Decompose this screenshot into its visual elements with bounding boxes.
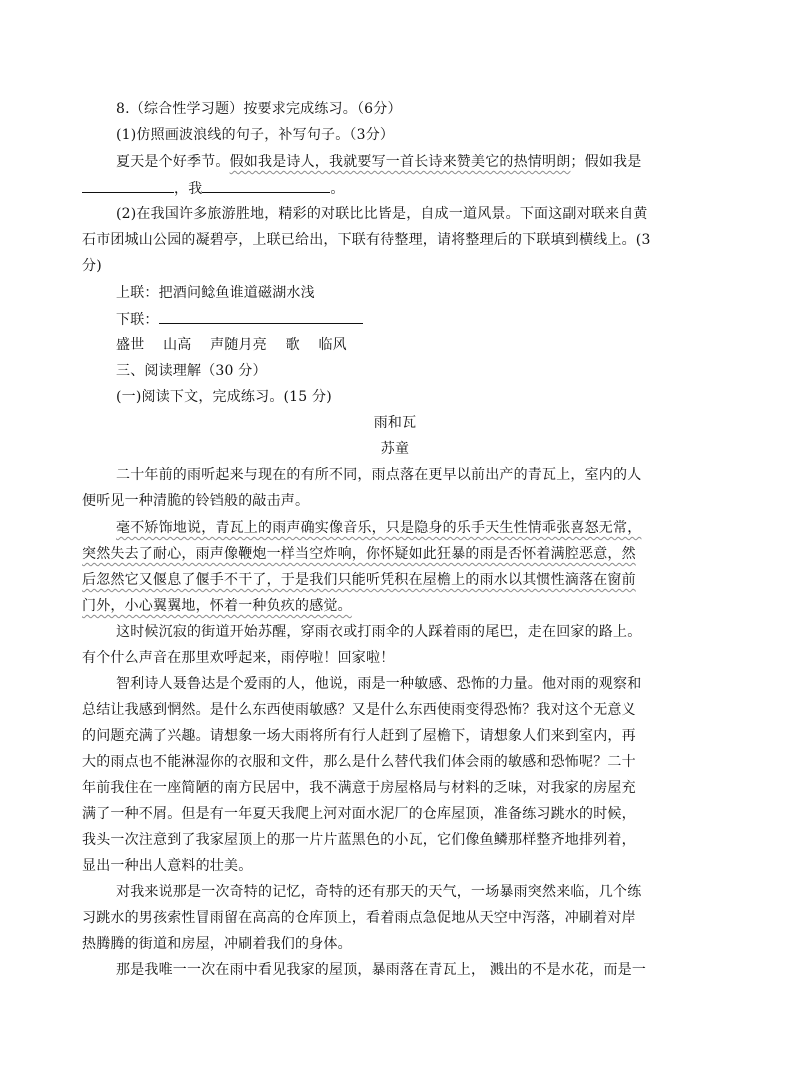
paragraph-line: 那是我唯一一次在雨中看见我家的屋顶，暴雨落在青瓦上， 溅出的不是水花，而是一 xyxy=(116,962,647,978)
couplet-upper-line: 上联：把酒问鲶鱼谁道磁湖水浅 xyxy=(116,285,315,301)
wavy-paragraph-line: 突然失去了耐心，雨声像鞭炮一样当空炸响，你怀疑如此狂暴的雨是否怀着满腔恶意，然 xyxy=(82,546,636,562)
paragraph-line: 满了一种不屑。但是有一年夏天我爬上河对面水泥厂的仓库屋顶，准备练习跳水的时候， xyxy=(82,806,636,822)
fragment: 盛世 xyxy=(116,337,145,353)
couplet-lower-line xyxy=(116,309,363,330)
couplet-answer-blank[interactable] xyxy=(159,309,363,324)
question-8-part1-title: (1)仿照画波浪线的句子，补写句子。（3分） xyxy=(116,127,395,143)
fragment: 声随月亮 xyxy=(210,337,267,353)
fill-mid-text: ，我 xyxy=(174,181,203,197)
paragraph-line: 热腾腾的街道和房屋，冲刷着我们的身体。 xyxy=(82,936,352,952)
section-3-title: 三、阅读理解（30 分） xyxy=(116,363,267,379)
paragraph-line: 年前我住在一座简陋的南方民居中，我不满意于房屋格局与材料的乏味，对我家的房屋充 xyxy=(82,780,636,796)
answer-blank-1[interactable] xyxy=(82,178,174,193)
paragraph-line: 习跳水的男孩索性冒雨留在高高的仓库顶上，看着雨点急促地从天空中泻落，冲刷着对岸 xyxy=(82,910,636,926)
wavy-paragraph-line: 门外，小心翼翼地，怀着一种负疚的感觉。 xyxy=(82,598,352,614)
paragraph-line: 对我来说那是一次奇特的记忆，奇特的还有那天的天气，一场暴雨突然来临，几个练 xyxy=(116,884,642,900)
paragraph-line: 大的雨点也不能淋湿你的衣服和文件，那么是什么替代我们体会雨的敏感和恐怖呢？二十 xyxy=(82,754,636,770)
paragraph-line: 这时候沉寂的街道开始苏醒，穿雨衣或打雨伞的人踩着雨的尾巴，走在回家的路上。 xyxy=(116,624,642,640)
question-8-part1-sentence xyxy=(116,152,641,172)
paragraph-line: 智利诗人聂鲁达是个爱雨的人，他说，雨是一种敏感、恐怖的力量。他对雨的观察和 xyxy=(116,676,642,692)
paragraph-line: 二十年前的雨听起来与现在的有所不同，雨点落在更早以前出产的青瓦上，室内的人 xyxy=(116,467,642,483)
question-8-part2-line1: (2)在我国许多旅游胜地，精彩的对联比比皆是，自成一道风景。下面这副对联来自黄 xyxy=(116,206,648,222)
wavy-paragraph-line: 毫不矫饰地说，青瓦上的雨声确实像音乐，只是隐身的乐手天生性情乖张喜怒无常， xyxy=(116,520,642,536)
paragraph-line: 我头一次注意到了我家屋顶上的那一片片蓝黑色的小瓦，它们像鱼鳞那样整齐地排列着， xyxy=(82,832,636,848)
paragraph-line: 的问题充满了兴趣。请想象一场大雨将所有行人赶到了屋檐下，请想象人们来到室内，再 xyxy=(82,728,636,744)
paragraph-line: 有个什么声音在那里欢呼起来，雨停啦！回家啦！ xyxy=(82,650,395,666)
question-8-part1-fill-line xyxy=(82,178,345,199)
fragment: 歌 xyxy=(285,337,300,353)
wavy-paragraph-line: 后忽然它又偃息了偃手不干了，于是我们只能听凭积在屋檐上的雨水以其惯性滴落在窗前 xyxy=(82,572,636,588)
sentence-tail: ；假如我是 xyxy=(570,154,642,170)
paragraph-line: 便听见一种清脆的铃铛般的敲击声。 xyxy=(82,493,310,509)
article-author: 苏童 xyxy=(380,441,410,457)
paragraph-line: 总结让我感到惘然。是什么东西使雨敏感？又是什么东西使雨变得恐怖？我对这个无意义 xyxy=(82,702,636,718)
article-title: 雨和瓦 xyxy=(373,415,417,431)
subsection-1-title: (一)阅读下文，完成练习。(15 分) xyxy=(116,389,332,405)
couplet-fragments xyxy=(116,335,347,355)
paragraph-line: 显出一种出人意料的壮美。 xyxy=(82,858,253,874)
wavy-underlined-sentence: 假如我是诗人，我就要写一首长诗来赞美它的热情明朗 xyxy=(229,154,571,170)
question-8-part2-line2: 石市团城山公园的凝碧亭，上联已给出，下联有待整理，请将整理后的下联填到横线上。(3 xyxy=(82,232,651,248)
answer-blank-2[interactable] xyxy=(202,178,330,193)
sentence-plain: 夏天是个好季节。 xyxy=(116,154,230,170)
fragment: 临风 xyxy=(318,337,347,353)
question-8-part2-line3: 分) xyxy=(82,258,102,274)
question-8-title: 8.（综合性学习题）按要求完成练习。（6分） xyxy=(116,101,402,117)
fragment: 山高 xyxy=(163,337,192,353)
fill-end-text: 。 xyxy=(330,181,345,197)
lower-label: 下联： xyxy=(116,312,159,328)
